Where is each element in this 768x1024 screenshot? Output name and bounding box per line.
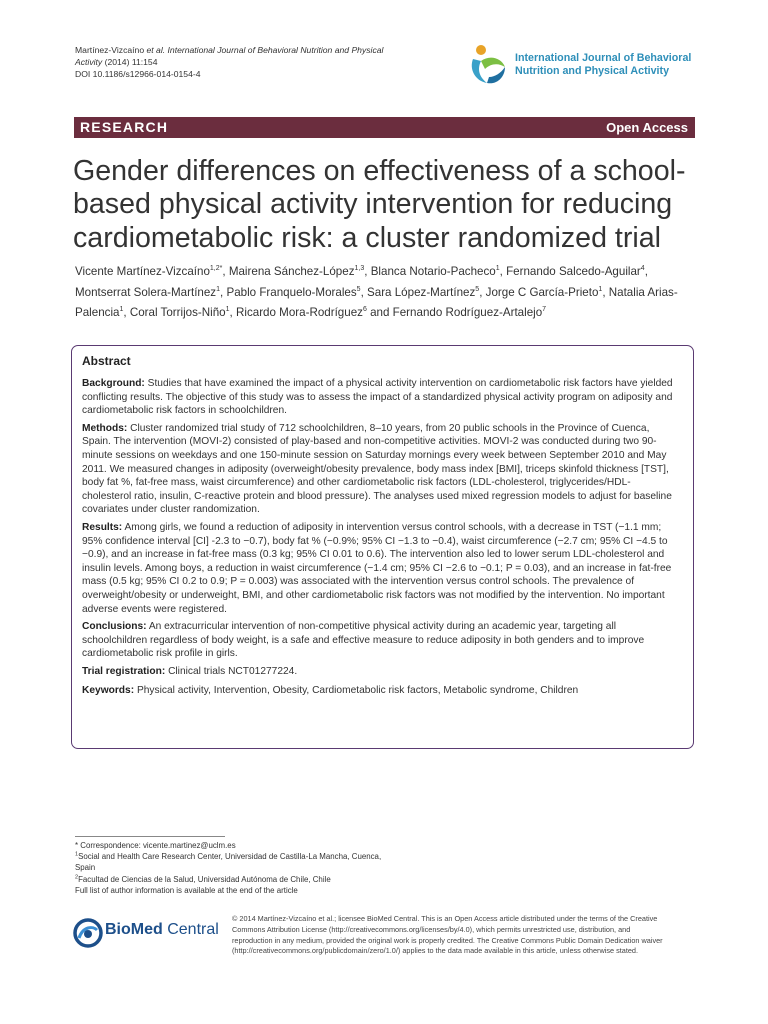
abstract-background [82,377,678,418]
author-affiliation-marker: 1 [216,285,221,293]
affiliation-2 [75,874,385,885]
abstract-box [71,345,694,749]
author-affiliation-marker: 5 [475,285,480,293]
publisher-logo [73,918,223,950]
affiliation-2-text: Facultad de Ciencias de la Salud, Universidad Autónoma de Chile, Chile [78,874,331,884]
author-name: Blanca Notario-Pacheco [370,265,496,278]
abstract-methods [82,422,678,517]
affiliation-1 [75,851,385,873]
footnote-rule [75,836,225,837]
abstract-body [82,377,678,702]
publisher-name-bold: BioMed [105,921,163,938]
results-text: Among girls, we found a reduction of adiposity in intervention versus control schools, with a decrease in TST (−1.1 mm; 95% confidence interval [CI] -2.3 to −0.7), body fat % (−0.9%; 95% CI −1.3 to −0.4), waist circumference (−2.7 cm; 95% CI −4.5 to −0.9), and an increase in fat-free mass (0.3 kg; 95% CI 0.01 to 0.6). The intervention also led to lower serum LDL-cholesterol and insulin levels. Among boys, a reduction in waist circumference (−1.4 cm; 95% CI −2.6 to −0.1; P = 0.03), and an increase in fat-free mass (0.5 kg; 95% CI 0.2 to 0.9; P = 0.003) was associated with the intervention versus control schools. The prevalence of overweight/obesity or underweight, BMI, and other cardiometabolic risk factors was not modified by the intervention. No important adverse events were registered. [82,521,672,615]
biomed-central-icon [73,918,103,948]
journal-name-line1: International Journal of Behavioral [515,52,692,64]
abstract-keywords [82,684,678,698]
author-affiliation-marker: 1,3 [354,265,365,273]
article-type-label: RESEARCH [80,119,169,135]
publisher-name [105,921,219,939]
affiliation-1-number: 1 [75,851,79,858]
author-affiliation-marker: 6 [362,306,367,314]
journal-logo [467,41,702,87]
abstract-conclusions [82,620,678,661]
citation-journal: International Journal of Behavioral Nutrition and Physical Activity [75,45,384,68]
author-affiliation-marker: 4 [640,265,645,273]
citation-volume: (2014) 11:154 [104,57,158,68]
keywords-text: Physical activity, Intervention, Obesity, Cardiometabolic risk factors, Metabolic syndrome, Children [136,685,579,697]
footnotes [75,840,385,896]
correspondence-text: * Correspondence: vicente.martinez@uclm.es [75,841,236,850]
background-text: Studies that have examined the impact of a physical activity intervention on cardiometabolic risk factors have yielded conflicting results. The objective of this study was to assess the impact of a standardized physical activity program on adiposity and cardiometabolic risk factors in schoolchildren. [82,378,673,417]
abstract-results [82,521,678,616]
license-text: © 2014 Martínez-Vizcaíno et al.; licensee BioMed Central. This is an Open Access article distributed under the terms of the Creative Commons Attribution License (http://creativecommons.org/licenses/by/4.0), which permits unrestricted use, distribution, and reproduction in any medium, provided the original work is properly credited. The Creative Commons Public Domain Dedication waiver (http://creativecommons.org/publicdomain/zero/1.0/) applies to the data made available in this article, unless otherwise stated. [232,914,663,956]
citation-header [75,44,405,81]
author-affiliation-marker: 1,2* [209,265,223,273]
keywords-label: Keywords: [82,685,135,697]
author-name: Jorge C García-Prieto [485,285,599,299]
article-title: Gender differences on effectiveness of a school-based physical activity intervention for reducing cardiometabolic risk: a cluster randomized trial [73,155,686,254]
author-affiliation-marker: 1 [598,285,603,293]
journal-name-line2: Nutrition and Physical Activity [515,65,670,77]
publisher-name-regular: Central [162,921,219,938]
trial-text: Clinical trials NCT01277224. [168,665,298,677]
author-affiliation-marker: 1 [119,306,124,314]
author-list: Vicente Martínez-Vizcaíno$^{1,2*}$, Mairena Sánchez-López$^{1,3}$, Blanca Notario-Pacheco$^1$, Fernando Salcedo-Aguilar$^4$, Montserrat Solera-Martínez$^1$, Pablo Franquelo-Morales$^5$, Sara López-Martínez$^5$, Jorge C García-Prieto$^1$, Natalia Arias-Palencia$^1$, Coral Torrijos-Niño$^1$, Ricardo Mora-Rodríguez$^6$ and Fernando Rodríguez-Artalejo$^7$ [75,265,678,320]
journal-swirl-icon [467,41,511,87]
methods-label: Methods: [82,422,128,434]
affiliation-2-number: 2 [75,873,79,880]
author-name: Fernando Rodríguez-Artalejo [392,306,543,320]
author-affiliation-marker: 1 [495,265,500,273]
trial-label: Trial registration: [82,665,166,677]
citation-etal: et al. [146,45,166,55]
full-author-info-note: Full list of author information is available at the end of the article [75,885,298,895]
author-name: Natalia Arias-Palencia [75,285,678,320]
author-affiliation-marker: 7 [542,306,547,314]
author-name: Sara López-Martínez [367,285,476,299]
author-name: Montserrat Solera-Martínez [75,285,217,299]
journal-name [515,52,715,78]
conclusions-text: An extracurricular intervention of non-competitive physical activity during an academic year, targeting all schoolchildren regardless of body weight, is a safe and effective measure to reduce adiposity in both genders and to improve cardiometabolic risk profile in girls. [82,621,645,660]
article-type-banner [74,117,695,138]
citation-authors: Martínez-Vizcaíno [75,45,145,55]
author-conjunction: and [370,306,390,320]
abstract-trial-registration [82,665,678,679]
abstract-heading: Abstract [82,354,131,368]
author-affiliation-marker: 5 [356,285,361,293]
methods-text: Cluster randomized trial study of 712 schoolchildren, 8–10 years, from 20 public schools in the Province of Cuenca, Spain. The intervention (MOVI-2) consisted of play-based and non-competitive activities. MOVI-2 was conducted during two 90-minute sessions on weekdays and one 150-minute session on Saturday mornings every week between September 2010 and May 2011. We measured changes in adiposity (overweight/obesity prevalence, body mass index [BMI], triceps skinfold thickness [TST], body fat %, fat-free mass, waist circumference) and other cardiometabolic risk factors (LDL-cholesterol, triglycerides/HDL-cholesterol ratio, insulin, C-reactive protein and blood pressure). The analyses used mixed regression models to adjust for baseline covariates under cluster randomization. [82,422,672,516]
conclusions-label: Conclusions: [82,621,147,633]
author-name: Mairena Sánchez-López [228,265,355,278]
open-access-label: Open Access [606,120,688,135]
affiliation-1-text: Social and Health Care Research Center, Universidad de Castilla-La Mancha, Cuenca, Spain [75,852,382,873]
citation-doi: DOI 10.1186/s12966-014-0154-4 [75,69,201,80]
background-label: Background: [82,378,145,389]
author-name: Ricardo Mora-Rodríguez [236,306,363,320]
author-name: Fernando Salcedo-Aguilar [506,265,641,278]
results-label: Results: [82,521,123,533]
author-affiliation-marker: 1 [225,306,230,314]
correspondence [75,840,385,851]
author-name: Pablo Franquelo-Morales [226,285,357,299]
author-name: Coral Torrijos-Niño [129,306,226,320]
author-name: Vicente Martínez-Vizcaíno [75,265,210,278]
